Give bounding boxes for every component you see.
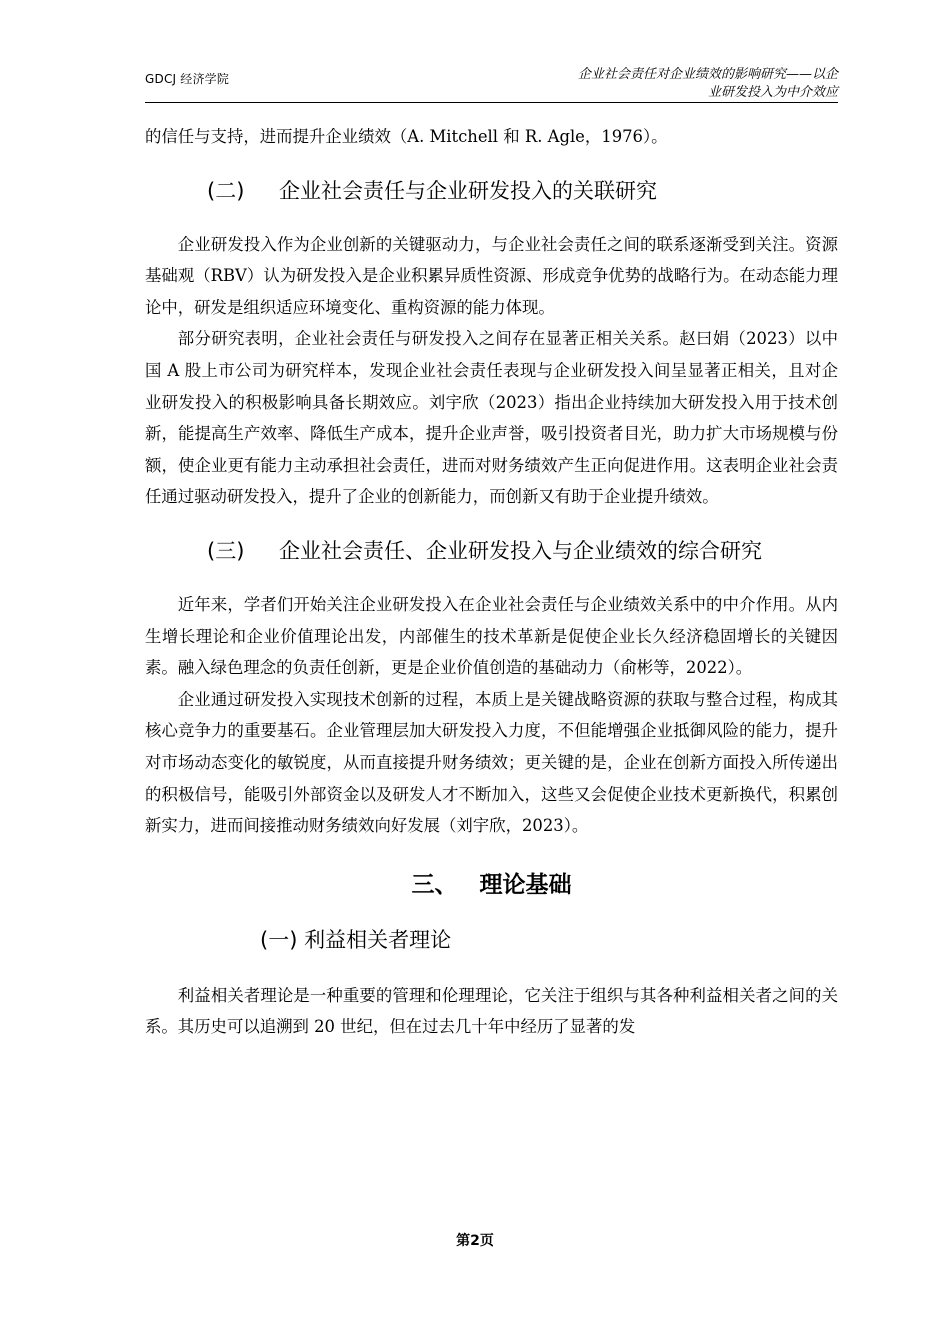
section-2-heading (145, 177, 838, 205)
subsection-1-number: (一) (260, 927, 298, 952)
header-paper-title (538, 66, 838, 102)
continuation-paragraph: 的信任与支持，进而提升企业绩效（A. Mitchell 和 R. Agle，1976）。 (145, 127, 668, 146)
section-2-number: (二) (207, 178, 245, 203)
section-3-paragraph: 近年来，学者们开始关注企业研发投入在企业社会责任与企业绩效关系中的中介作用。从内生增长理论和企业价值理论出发，内部催生的技术革新是促使企业长久经济稳固增长的关键因素。融入绿色理念的负责任创新，更是企业价值创造的基础动力（俞彬等，2022）。 (145, 594, 838, 678)
section-2-title: 企业社会责任与企业研发投入的关联研究 (279, 178, 657, 203)
chapter-3-title: 理论基础 (479, 871, 572, 898)
section-3-heading (145, 537, 838, 565)
subsection-1-title: 利益相关者理论 (304, 927, 452, 952)
page-number: 第2页 (456, 1233, 494, 1249)
page-body (145, 121, 838, 1043)
section-2-paragraph: 部分研究表明，企业社会责任与研发投入之间存在显著正相关关系。赵曰娟（2023）以中国 A 股上市公司为研究样本，发现企业社会责任表现与企业研发投入间呈显著正相关，且对企业研发投入的积极影响具备长期效应。刘宇欣（2023）指出企业持续加大研发投入用于技术创新，能提高生产效率、降低生产成本，提升企业声誉，吸引投资者目光，助力扩大市场规模与份额，使企业更有能力主动承担社会责任，进而对财务绩效产生正向促进作用。这表明企业社会责任通过驱动研发投入，提升了企业的创新能力，而创新又有助于企业提升绩效。 (145, 329, 838, 507)
header-title-line-2: 业研发投入为中介效应 (707, 85, 838, 100)
header-title-line-1: 企业社会责任对企业绩效的影响研究——以企 (577, 67, 838, 82)
header-divider (145, 102, 838, 103)
chapter-3-heading (145, 870, 838, 900)
section-2-paragraph: 企业研发投入作为企业创新的关键驱动力，与企业社会责任之间的联系逐渐受到关注。资源基础观（RBV）认为研发投入是企业积累异质性资源、形成竞争优势的战略行为。在动态能力理论中，研发是组织适应环境变化、重构资源的能力体现。 (145, 234, 838, 317)
header-institution: GDCJ 经济学院 (145, 72, 230, 86)
subsection-1-heading (145, 926, 838, 954)
chapter-3-number: 三、 (411, 871, 458, 898)
section-3-title: 企业社会责任、企业研发投入与企业绩效的综合研究 (279, 538, 762, 563)
subsection-1-paragraph: 利益相关者理论是一种重要的管理和伦理理论，它关注于组织与其各种利益相关者之间的关系。其历史可以追溯到 20 世纪，但在过去几十年中经历了显著的发 (145, 985, 838, 1037)
section-3-number: (三) (207, 538, 245, 563)
section-3-paragraph: 企业通过研发投入实现技术创新的过程，本质上是关键战略资源的获取与整合过程，构成其核心竞争力的重要基石。企业管理层加大研发投入力度，不但能增强企业抵御风险的能力，提升对市场动态变化的敏锐度，从而直接提升财务绩效；更关键的是，企业在创新方面投入所传递出的积极信号，能吸引外部资金以及研发人才不断加入，这些又会促使企业技术更新换代，积累创新实力，进而间接推动财务绩效向好发展（刘宇欣，2023）。 (145, 689, 838, 836)
